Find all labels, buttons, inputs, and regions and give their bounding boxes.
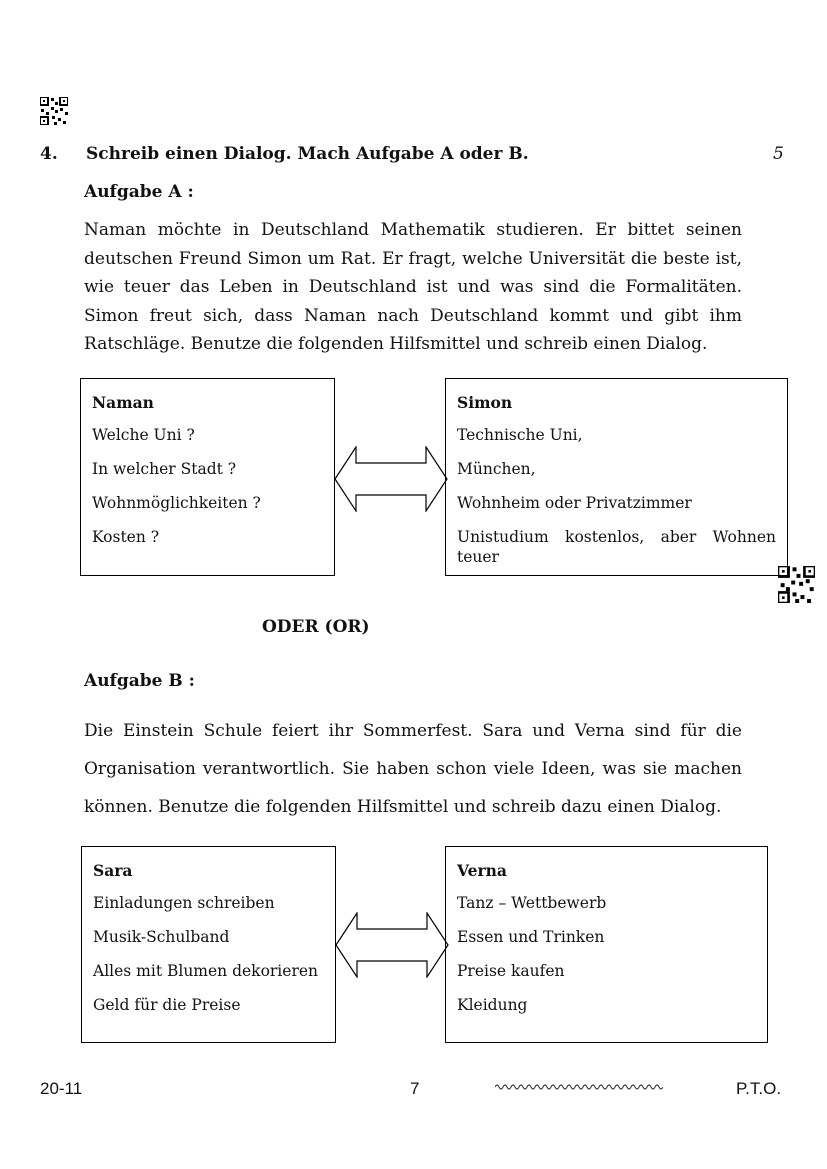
box-item: Unistudium kostenlos, aber Wohnen [457,528,776,546]
box-item: Welche Uni ? [92,426,195,444]
task-a-right-box [445,378,788,576]
box-item: Alles mit Blumen dekorieren [93,962,319,980]
wavy-line-decoration [495,1082,663,1092]
box-item: Geld für die Preise [93,996,241,1014]
box-item: teuer [457,548,499,566]
box-item: Einladungen schreiben [93,894,275,912]
box-item: Wohnmöglichkeiten ? [92,494,261,512]
box-item: München, [457,460,536,478]
box-item: Wohnheim oder Privatzimmer [457,494,692,512]
box-title: Simon [457,393,513,412]
box-title: Verna [457,861,507,880]
task-b-heading: Aufgabe B : [84,671,195,691]
box-item: Kosten ? [92,528,160,546]
question-marks: 5 [773,144,784,164]
question-number: 4. [40,144,58,164]
qr-code-icon [778,566,815,603]
oder-separator: ODER (OR) [262,617,370,637]
box-item: Musik-Schulband [93,928,230,946]
task-a-text: Naman möchte in Deutschland Mathematik studieren. Er bittet seinen deutschen Freund Simon um Rat. Er fragt, welche Universität die beste ist, wie teuer das Leben in Deutschland ist und was sind die Formalitäten. Simon freut sich, dass Naman nach Deutschland kommt und gibt ihm Ratschläge. Benutze die folgenden Hilfsmittel und schreib einen Dialog. [84,220,742,354]
task-a-left-box [80,378,335,576]
box-title: Sara [93,861,133,880]
box-item: Essen und Trinken [457,928,605,946]
task-a-heading: Aufgabe A : [84,182,194,202]
double-arrow-icon [334,446,448,512]
box-item: Kleidung [457,996,528,1014]
task-b-text: Die Einstein Schule feiert ihr Sommerfest. Sara und Verna sind für die Organisation verantwortlich. Sie haben schon viele Ideen, was sie machen können. Benutze die folgenden Hilfsmittel und schreib dazu einen Dialog. [84,721,742,817]
box-item: Preise kaufen [457,962,565,980]
page-number: 7 [410,1079,420,1098]
footer-code: 20-11 [40,1079,83,1098]
box-item: Technische Uni, [457,426,583,444]
pto-label: P.T.O. [736,1079,782,1098]
task-b-right-box [445,846,768,1043]
box-title: Naman [92,393,154,412]
box-item: In welcher Stadt ? [92,460,237,478]
box-item: Tanz – Wettbewerb [457,894,607,912]
qr-code-icon [40,97,68,125]
question-title: Schreib einen Dialog. Mach Aufgabe A oder B. [86,144,529,164]
task-b-left-box [81,846,336,1043]
double-arrow-icon [335,912,449,978]
